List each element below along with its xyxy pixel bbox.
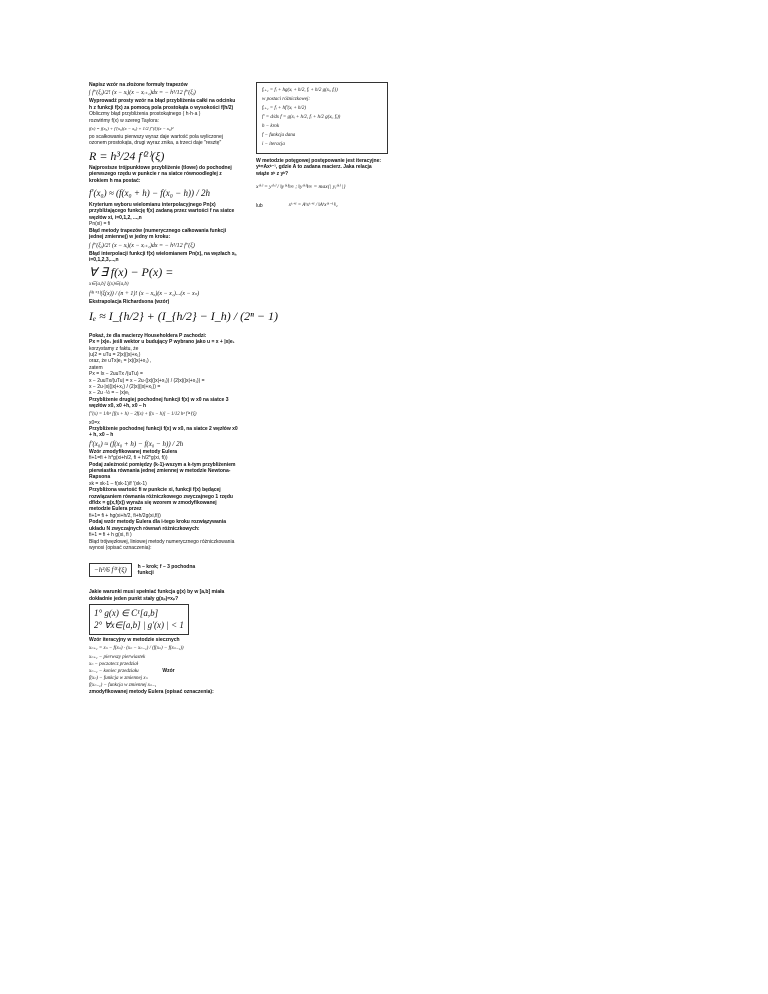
question: Błąd interpolacji funkcji f(x) wielomianem Pn(x), na węzłach xᵢ, i=0,1,2,3,...,n [89, 250, 237, 263]
formula-note: h – krok; f – 3 pochodna funkcji [137, 563, 196, 577]
text: x − 2u·|x|(|x|+x₁) / (2|x|(|x|+x₁)) = [89, 383, 161, 390]
formula: xₙ₊₁ = xₙ − f(xₙ) · (xₙ − xₙ₋₁) / (f(xₙ) − f(xₙ₋₁)) [89, 645, 184, 651]
formula: h − krok [262, 124, 280, 129]
formula: fᵢ₊₁ = fᵢ + hg(xᵢ + h/2, fᵢ + h/2 g(xᵢ, fᵢ)) [262, 88, 338, 93]
formula: f⁽ⁿ⁺¹⁾(ξ(x)) / (n + 1)! (x − x₀)(x − x₁)...(x − xₙ) [89, 291, 200, 298]
formula: f′(x₀) ≈ (f(x₀ + h) − f(x₀ − h)) / 2h [89, 188, 210, 199]
text: Pn(xi) = fi [89, 221, 111, 228]
text: zatem [89, 364, 103, 371]
question: Przybliżenie drugiej pochodnej funkcji f(x) w x0 na siatce 3 węzłów x0, x0 +h, x0 – h [89, 396, 229, 410]
formula: x∈[a,b] ξ(x)∈(a,b) [89, 282, 129, 288]
error-formula-row [89, 561, 239, 579]
question: Najprostsze trójpunktowe przybliżenie (tlowe) do pochodnej pierwszego rzędu w punkcie r na siatce równoodległej z krokiem h ma postać: [89, 164, 232, 184]
formula: xₙ₊₁ − pierwszy pierwiastek [89, 654, 146, 660]
text: xk = xk-1 – f(xk-1)/f '(xk-1) [89, 480, 147, 487]
formula: i − iteracja [262, 142, 285, 147]
formula: f′(x₀) ≈ (f(x₀ + h) − f(x₀ − h)) / 2h [89, 439, 184, 448]
question: Px = |x|e₁ jeśli wektor u budujący P wybrano jako u = x + |x|e₁ [89, 339, 235, 346]
formula: 2° ∀x∈[a,b] | g′(x) | < 1 [94, 620, 184, 631]
formula: Iₑ ≈ I_{h/2} + (I_{h/2} − I_h) / (2ⁿ − 1) [89, 308, 278, 323]
label: Wzór [162, 667, 175, 674]
formula: xₙ − poczatecz przedział [89, 661, 139, 667]
label: lub [256, 203, 263, 210]
question: Pokaż, że dla macierzy Householdera P zachodzi: [89, 332, 207, 339]
formula: f(xₙ) − funkcja w zmiennej xₙ [89, 675, 148, 681]
question: Błąd metody trapezów (numerycznego całkowania funkcji jednej zmiennej) w jedny m kroku: [89, 227, 226, 241]
alt-formula-row [256, 201, 386, 211]
question: Wyprowadź prosty wzór na błąd przybliżenia całki na odcinku h z funkcji f(x) za pomocą pola prostokąta o wysokości f(h/2) [89, 98, 236, 111]
question: Wzór zmodyfikowanej metody Eulera [89, 448, 178, 455]
question: Jakie warunki musi spełniać funkcja g(x) by w [a,b] miała dokładnie jeden punkt stały g(xₚ)=xₚ? [89, 589, 225, 602]
text: fi+1=fi + h*g(xi+h/2, fi + h/2*g(xi, fi)) [89, 455, 168, 462]
formula: fᵢ₊₁ = fᵢ + hf′(xᵢ + h/2) [262, 106, 307, 111]
formula: R = h³/24 f⁽²⁾(ξ) [89, 148, 165, 163]
text: x − 2uuTx/(uTu) = x − 2u·(|x|(|x|+x₁)) / (2|x|(|x|+x₁)) = [89, 377, 205, 384]
question: Napisz wzór na złożone formuły trapezów [89, 82, 188, 88]
text: korzystamy z faktu, że [89, 345, 139, 352]
formula: f − funkcja dana [262, 133, 296, 138]
question: W metodzie potęgowej postępowanie jest iteracyjne: yᵏ=Axᵏ⁻¹, gdzie A to zadana macierz. Jaka relacja wiąże xᵏ z yᵏ? [256, 158, 382, 177]
right-column [256, 82, 386, 211]
formula-box: −h²/6 f⁽³⁾(ξ) [89, 563, 132, 577]
secant-notes [89, 654, 239, 689]
text: po scałkowaniu pierwszy wyraz daje wartość pola wyliczonej ozonem prostokąta, drugi wyraz znika, a trzeci daje "resztę" [89, 134, 223, 147]
question: Wzór iteracyjny w metodzie siecznych [89, 637, 180, 644]
text: fi+1= fi + hg(xi+h/2, fi+h/2g(xi,fi)) [89, 512, 161, 519]
text: fi+1 = fi + h g(xi, fi ) [89, 532, 132, 539]
question: zmodyfikowanej metody Eulera (opisać oznaczenia): [89, 688, 214, 695]
text: rozwińmy f(x) w szereg Taylora: [89, 117, 159, 124]
formula: 1° g(x) ∈ C¹[a,b] [94, 608, 159, 619]
text: Błąd trójwęzłowej, liniowej metody numerycznego różniczkowania wynosi (opisać oznaczenia): [89, 538, 235, 551]
formula: ∫ f″(ξᵢ)/2! (x − xᵢ)(x − xᵢ₊₁)dx = − h³/12 f″(ξ) [89, 242, 195, 249]
formula: xₙ₋₁ − koniec przedziału [89, 668, 139, 674]
formula: w postaci różniczkowej: [262, 97, 311, 102]
formula: f(xₙ₋₁) − funkcja w zmiennej xₙ₋₁ [89, 682, 157, 688]
question: Kryterium wyboru wielomianu interpolacyjnego Pn(x) przybliżającego funkcję f(x) zadaną przez wartości f na siatce węzłów xi, i=0,1,2, ...,n [89, 202, 235, 221]
formula: f(x) = f(x₀) + f′(x₀)(x − x₀) + 1/2 f″(ξ)(x − x₀)² [89, 126, 174, 132]
text: Obliczmy błąd przybliżenia prostokątnego ( h·h·a ) [89, 111, 201, 118]
formula: x⁽ᵏ⁾ = y⁽ᵏ⁾ / ‖y⁽ᵏ⁾‖∞ ; ‖y⁽ᵏ⁾‖∞ = max{| yⱼ⁽ᵏ⁾ |} [256, 184, 346, 191]
text: oraz, że uTx|e₁ = |x|(|x|+x₁) , [89, 358, 152, 365]
text: x − 2u ·½ = − |x|e₁ [89, 390, 130, 397]
text: x0=x [89, 419, 100, 426]
question: Ekstrapolacja Richardsona (wzór) [89, 299, 170, 306]
formula: ∀ ∃ f(x) − P(x) = [89, 265, 174, 280]
text: Px = Ix − 2uuTx /(uTu) = [89, 371, 143, 378]
text: |u|2 = uTu = 2|x|(|x|+x₁) [89, 351, 141, 358]
formula: f′ = d/dx f = g(xᵢ + h/2, fᵢ + h/2 g(xᵢ, fᵢ)) [262, 115, 341, 120]
conditions-box [89, 604, 189, 635]
question: Przybliżenie pochodnej funkcji f(x) w x0, na siatce 2 węzłów x0 + h, x0 – h [89, 426, 238, 439]
formula: xᵏ⁺¹ = Aᵏxᵏ⁺¹ / ‖Aᵏx⁽ᵏ⁻¹⁾‖₂ [288, 203, 338, 209]
formula: f″(x) = 1/h² [f(x + h) − 2f(x) + f(x − h)] − 1/12 h² f⁽⁴⁾(ξ) [89, 411, 197, 417]
euler-box [256, 82, 388, 154]
question: Podaj wzór metody Eulera dla i-tego kroku rozwiązywania układu N zwyczajnych równań różniczkowych: [89, 519, 226, 532]
question: Przybliżona wartość fi w punkcie xi, funkcji f(x) będącej rozwiązaniem równania różniczkowego zwyczajnego 1 rzędu df/dx = g(x,f(x)) wyraża się wzorem w zmodyfikowanej metodzie Eulera przez [89, 487, 233, 513]
formula: ∫ f″(ξᵢ)/2! (x − xᵢ)(x − xᵢ₊₁)dx = − h³/12 f″(ξᵢ) [89, 90, 196, 97]
question: Podaj zależność pomiędzy (k-1)-wszym a k-tym przybliżeniem pierwiastka równania jednej zmiennej w metodzie Newtona-Rapsona [89, 461, 236, 481]
